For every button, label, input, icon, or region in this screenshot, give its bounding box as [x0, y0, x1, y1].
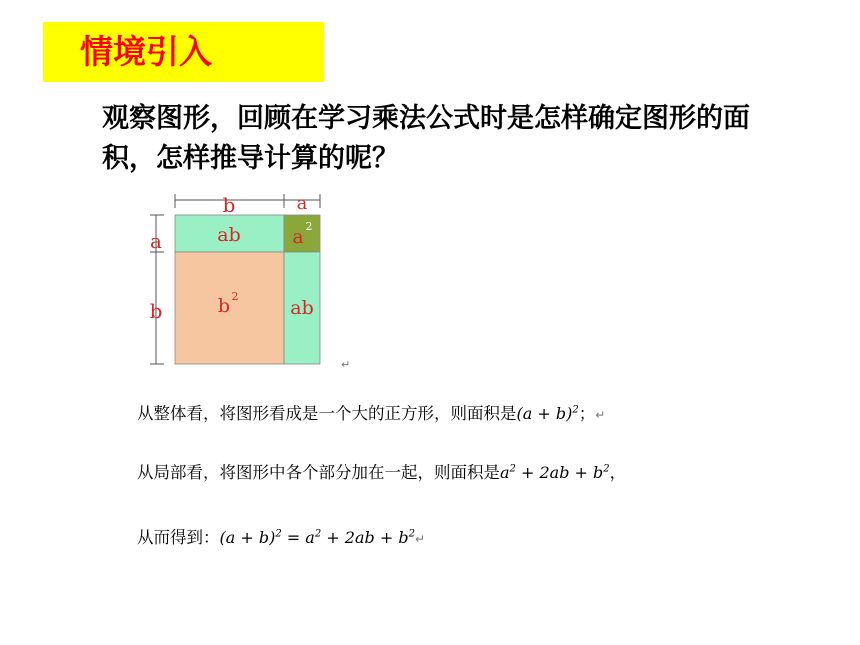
cell-b2-exponent: 2: [231, 290, 239, 303]
top-b-label: b: [222, 193, 236, 217]
line-conclusion-text: 从而得到：: [137, 528, 220, 547]
top-a-label: a: [296, 193, 308, 214]
formula-a-plus-b: (a + b): [516, 404, 573, 423]
line-whole-view-tail: ；: [578, 404, 596, 423]
cell-ab-right-label: ab: [290, 297, 314, 319]
formula-exponent: 2: [314, 528, 322, 540]
cell-a2-label: a: [292, 226, 304, 248]
line-whole-view-text: 从整体看，将图形看成是一个大的正方形，则面积是: [137, 404, 517, 423]
figure-return-mark: ↵: [341, 358, 351, 371]
line-whole-view: [137, 400, 605, 424]
formula-exponent: 2: [408, 528, 415, 540]
line-part-view-formula: [500, 463, 610, 482]
line-conclusion: [137, 524, 425, 548]
formula-left: (a + b): [219, 528, 276, 547]
cell-a2-exponent: 2: [305, 220, 313, 233]
formula-eq: = a: [281, 528, 315, 547]
area-diagram: [138, 188, 358, 378]
slide-title: 情境引入: [80, 32, 212, 71]
line-whole-view-formula: [517, 404, 579, 423]
cell-b2-label: b: [217, 295, 231, 317]
intro-text: 观察图形，回顾在学习乘法公式时是怎样确定图形的面积，怎样推导计算的呢？: [102, 103, 750, 174]
line-part-view: [137, 459, 626, 483]
return-mark: ↵: [595, 408, 606, 422]
line-part-view-text: 从局部看，将图形中各个部分加在一起，则面积是: [137, 463, 500, 482]
formula-mid: + 2ab + b: [515, 463, 604, 482]
left-b-label: b: [149, 299, 163, 323]
line-conclusion-formula: [220, 528, 415, 547]
formula-mid: + 2ab + b: [321, 528, 409, 547]
formula-exponent: 2: [275, 528, 282, 540]
formula-exponent: 2: [509, 463, 516, 475]
left-a-label: a: [150, 229, 162, 253]
formula-a: a: [500, 463, 510, 482]
formula-exponent: 2: [572, 404, 579, 416]
line-part-view-tail: ，: [609, 463, 627, 482]
cell-ab-top-label: ab: [217, 224, 241, 246]
formula-exponent: 2: [603, 463, 610, 475]
return-mark: ↵: [414, 532, 426, 546]
